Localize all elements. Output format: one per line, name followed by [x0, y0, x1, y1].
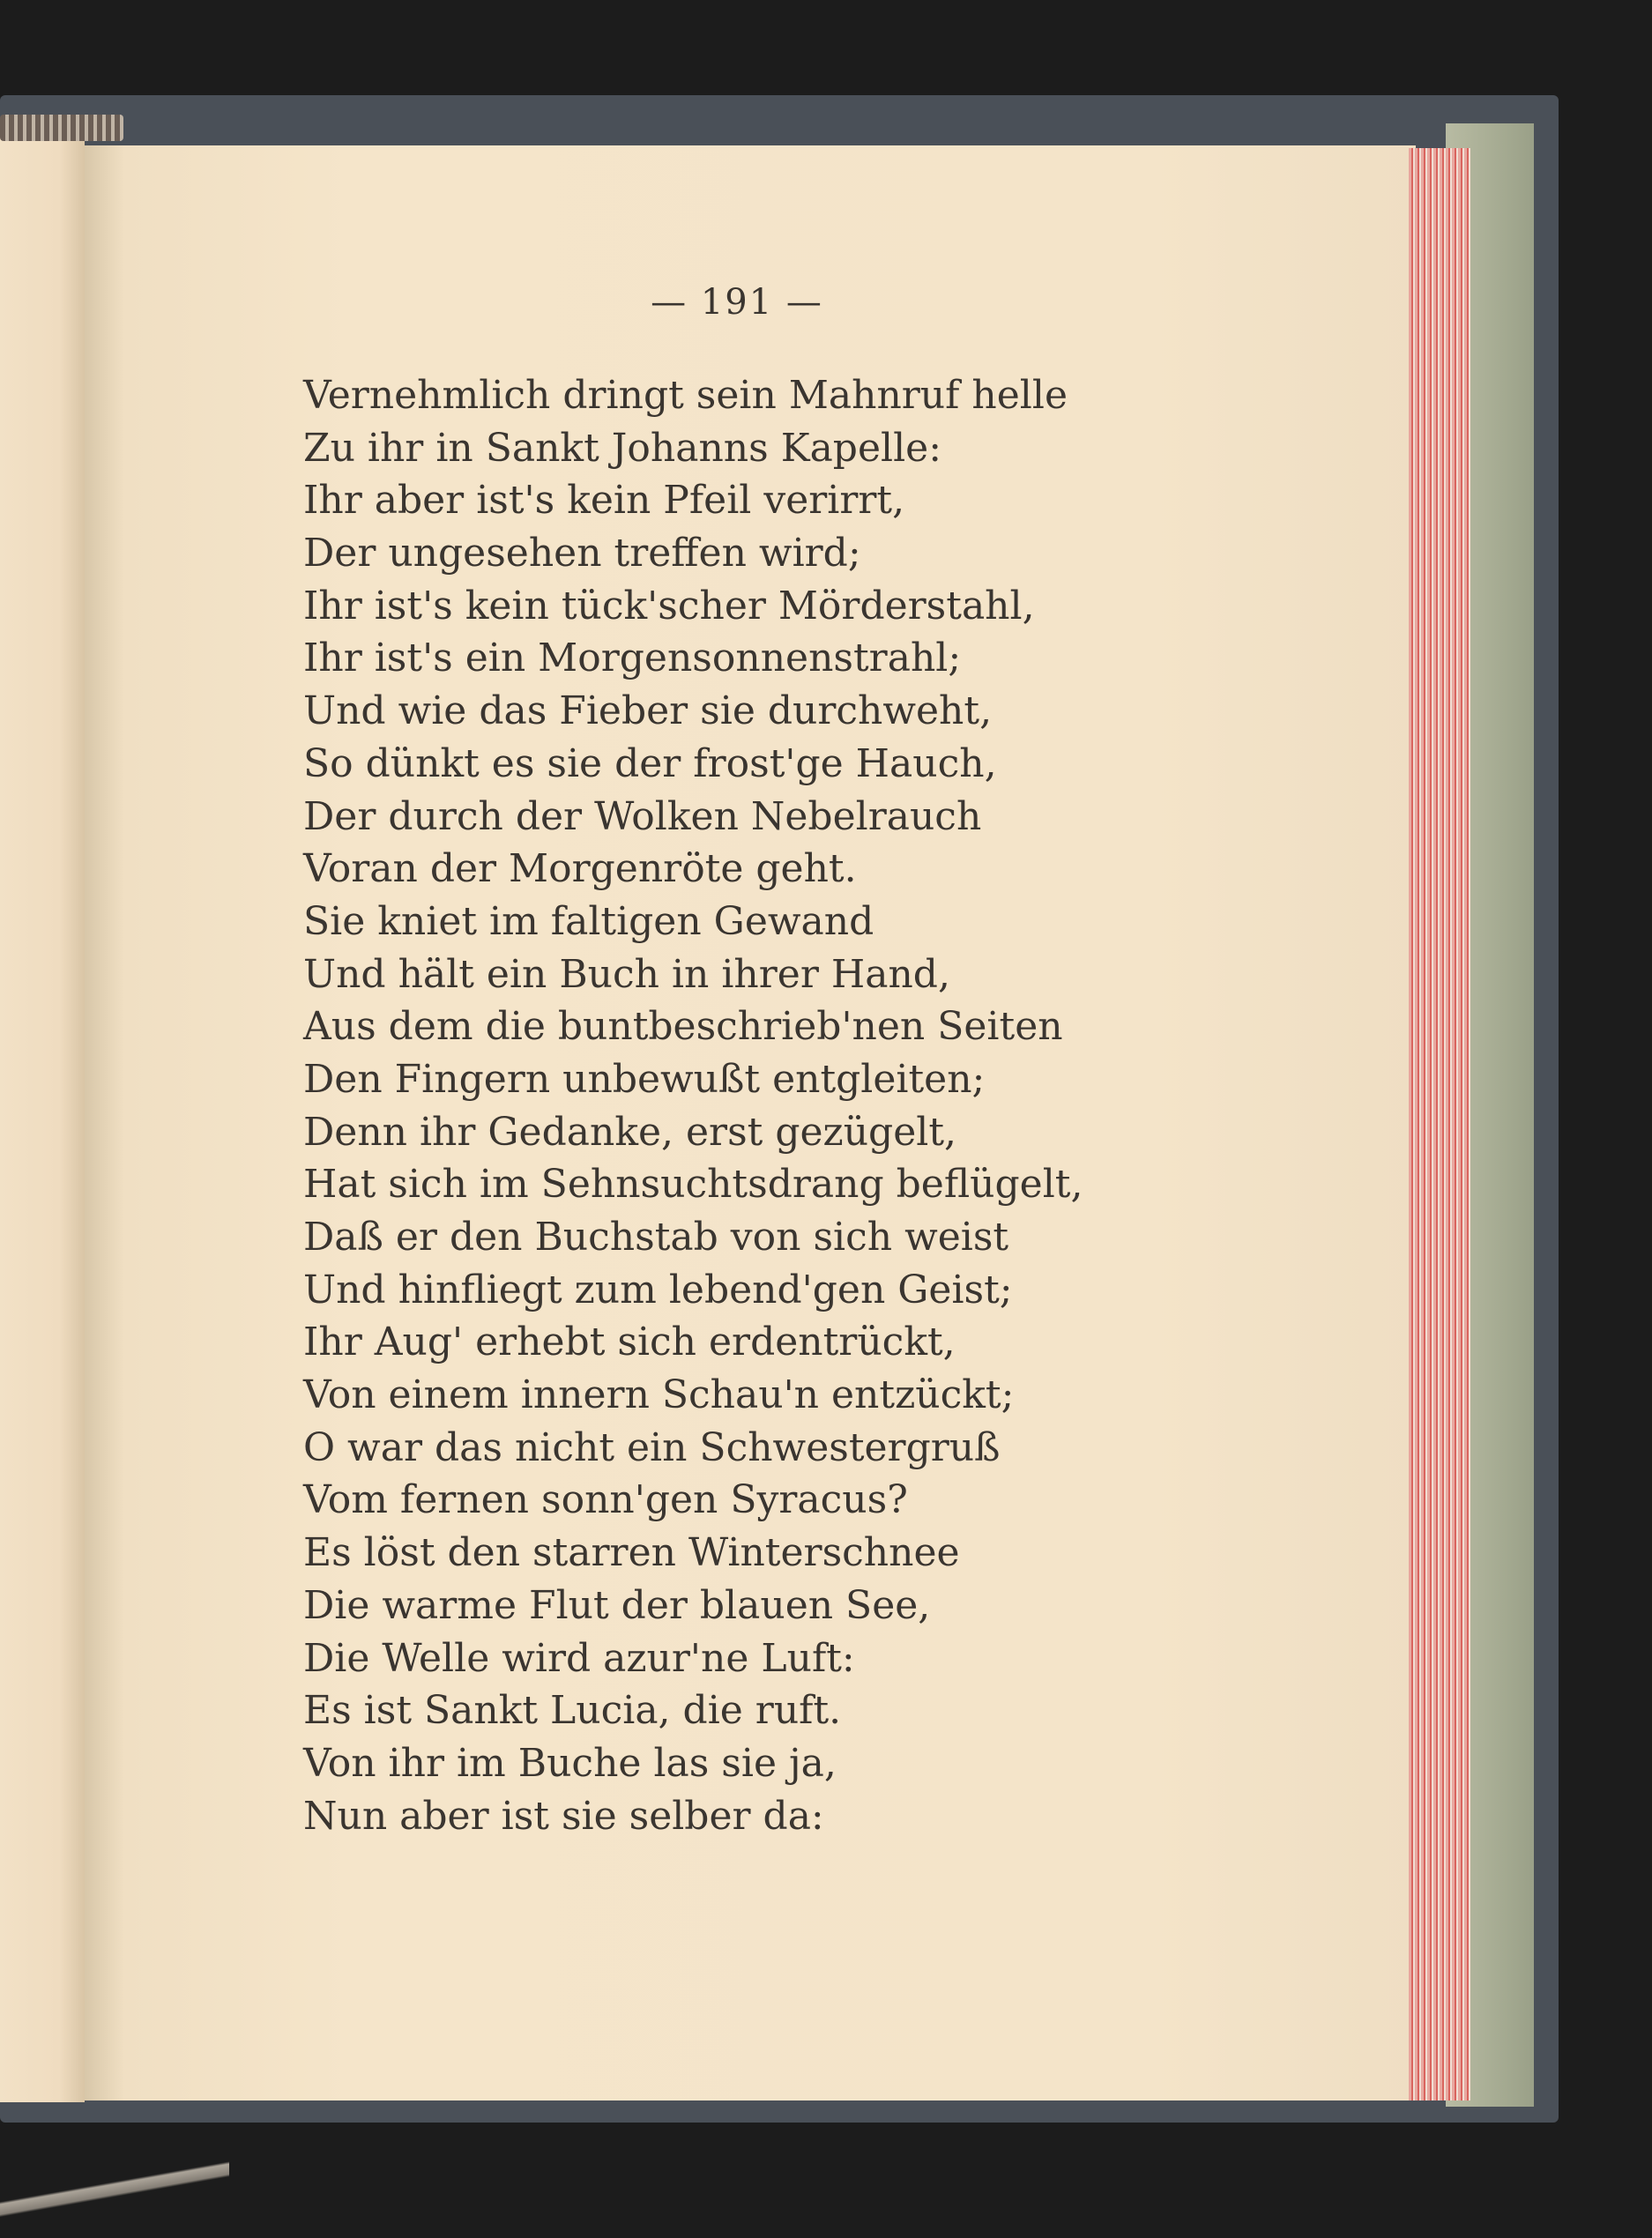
verse-line: Von einem innern Schau'n entzückt;: [303, 1372, 1015, 1418]
verse-line: Nun aber ist sie selber da:: [303, 1793, 824, 1839]
verse-line: Es ist Sankt Lucia, die ruft.: [303, 1688, 842, 1734]
verse-line: Es löst den starren Winterschnee: [303, 1530, 960, 1576]
verse-line: Aus dem die buntbeschrieb'nen Seiten: [303, 1004, 1063, 1050]
page-text: [85, 145, 1416, 2100]
verse-line: Hat sich im Sehnsuchtsdrang beflügelt,: [303, 1162, 1083, 1208]
verse-line: Die warme Flut der blauen See,: [303, 1582, 931, 1628]
verse-line: Daß er den Buchstab von sich weist: [303, 1215, 1009, 1260]
verse-line: Die Welle wird azur'ne Luft:: [303, 1635, 855, 1681]
headband: [0, 115, 123, 141]
verse-line: Und hinfliegt zum lebend'gen Geist;: [303, 1267, 1013, 1312]
verse-line: Von ihr im Buche las sie ja,: [303, 1740, 837, 1786]
left-page-edge: [0, 132, 85, 2102]
verse-line: Ihr Aug' erhebt sich erdentrückt,: [303, 1320, 956, 1365]
verse-line: Sie kniet im faltigen Gewand: [303, 898, 874, 944]
verse-line: Der ungesehen treffen wird;: [303, 531, 861, 576]
bookmark-ribbon: [0, 2151, 229, 2238]
verse-line: Voran der Morgenröte geht.: [303, 846, 857, 892]
verse-line: Und wie das Fieber sie durchweht,: [303, 688, 993, 734]
verse-line: Der durch der Wolken Nebelrauch: [303, 793, 982, 839]
verse-line: O war das nicht ein Schwestergruß: [303, 1424, 1001, 1470]
verse-line: Ihr aber ist's kein Pfeil verirrt,: [303, 478, 905, 524]
page-number: — 191 —: [651, 282, 823, 323]
verse-line: So dünkt es sie der frost'ge Hauch,: [303, 740, 997, 786]
verse-line: Vernehmlich dringt sein Mahnruf helle: [303, 373, 1068, 418]
book-page: [85, 145, 1416, 2100]
verse-line: Ihr ist's kein tück'scher Mörderstahl,: [303, 583, 1035, 628]
verse-line: Denn ihr Gedanke, erst gezügelt,: [303, 1109, 956, 1155]
verse-line: Und hält ein Buch in ihrer Hand,: [303, 951, 950, 997]
page-block-edge: [1409, 148, 1470, 2100]
poem-verse: [303, 369, 1083, 1842]
verse-line: Ihr ist's ein Morgensonnenstrahl;: [303, 636, 962, 681]
verse-line: Zu ihr in Sankt Johanns Kapelle:: [303, 425, 942, 471]
verse-line: Vom fernen sonn'gen Syracus?: [303, 1477, 908, 1523]
verse-line: Den Fingern unbewußt entgleiten;: [303, 1056, 986, 1102]
